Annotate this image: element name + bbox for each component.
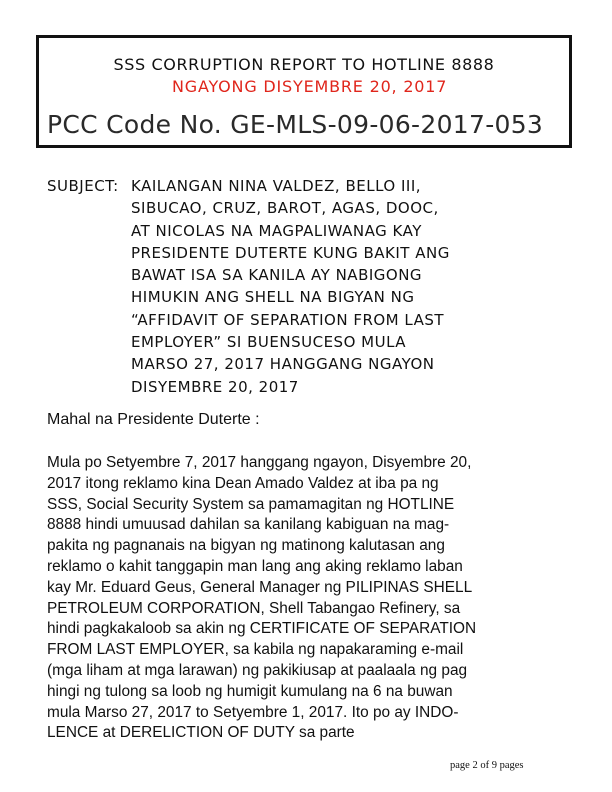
body-line: FROM LAST EMPLOYER, sa kabila ng napakaraming e-mail	[47, 641, 464, 659]
subject-line: KAILANGAN NINA VALDEZ, BELLO III,	[131, 177, 422, 195]
pcc-code: PCC Code No. GE-MLS-09-06-2017-053	[47, 110, 544, 139]
subject-line: MARSO 27, 2017 HANGGANG NGAYON	[131, 355, 435, 374]
body-line: PETROLEUM CORPORATION, Shell Tabangao Refinery, sa	[47, 599, 461, 617]
page-number: page 2 of 9 pages	[450, 760, 524, 771]
body-line: (mga liham at mga larawan) ng pakikiusap at paalaala ng pag	[47, 661, 468, 679]
subject-line: DISYEMBRE 20, 2017	[131, 377, 299, 396]
body-line: kay Mr. Eduard Geus, General Manager ng PILIPINAS SHELL	[47, 578, 473, 596]
body-line: hingi ng tulong sa loob ng humigit kumulang na 6 na buwan	[47, 682, 453, 700]
report-date: NGAYONG DISYEMBRE 20, 2017	[172, 77, 448, 96]
body-line: Mula po Setyembre 7, 2017 hanggang ngayon, Disyembre 20,	[47, 454, 472, 471]
report-title: SSS CORRUPTION REPORT TO HOTLINE 8888	[113, 55, 495, 74]
body-line: hindi pagkakaloob sa akin ng CERTIFICATE OF SEPARATION	[47, 620, 477, 638]
report-header-box	[36, 35, 572, 148]
subject-line: BAWAT ISA SA KANILA AY NABIGONG	[131, 266, 423, 285]
letter-body	[47, 453, 567, 744]
subject-line: HIMUKIN ANG SHELL NA BIGYAN NG	[131, 288, 415, 307]
subject-line: SIBUCAO, CRUZ, BAROT, AGAS, DOOC,	[131, 199, 439, 218]
subject-label: SUBJECT:	[47, 177, 119, 195]
subject-line: “AFFIDAVIT OF SEPARATION FROM LAST	[131, 310, 445, 329]
body-line: 2017 itong reklamo kina Dean Amado Valdez at iba pa ng	[47, 474, 439, 492]
body-line: reklamo o kahit tanggapin man lang ang aking reklamo laban	[47, 557, 463, 575]
subject-line: PRESIDENTE DUTERTE KUNG BAKIT ANG	[131, 243, 450, 262]
body-line: mula Marso 27, 2017 to Setyembre 1, 2017. Ito po ay INDO-	[47, 703, 459, 721]
salutation: Mahal na Presidente Duterte :	[47, 411, 260, 428]
subject-text	[131, 175, 591, 398]
body-line: SSS, Social Security System sa pamamagitan ng HOTLINE	[47, 495, 455, 513]
body-line: 8888 hindi umuusad dahilan sa kanilang kabiguan na mag-	[47, 516, 450, 534]
subject-line: EMPLOYER” SI BUENSUCESO MULA	[131, 333, 407, 352]
body-line: LENCE at DERELICTION OF DUTY sa parte	[47, 724, 355, 742]
body-line: pakita ng pagnanais na bigyan ng matinong kalutasan ang	[47, 537, 445, 555]
subject-line: AT NICOLAS NA MAGPALIWANAG KAY	[131, 221, 422, 240]
